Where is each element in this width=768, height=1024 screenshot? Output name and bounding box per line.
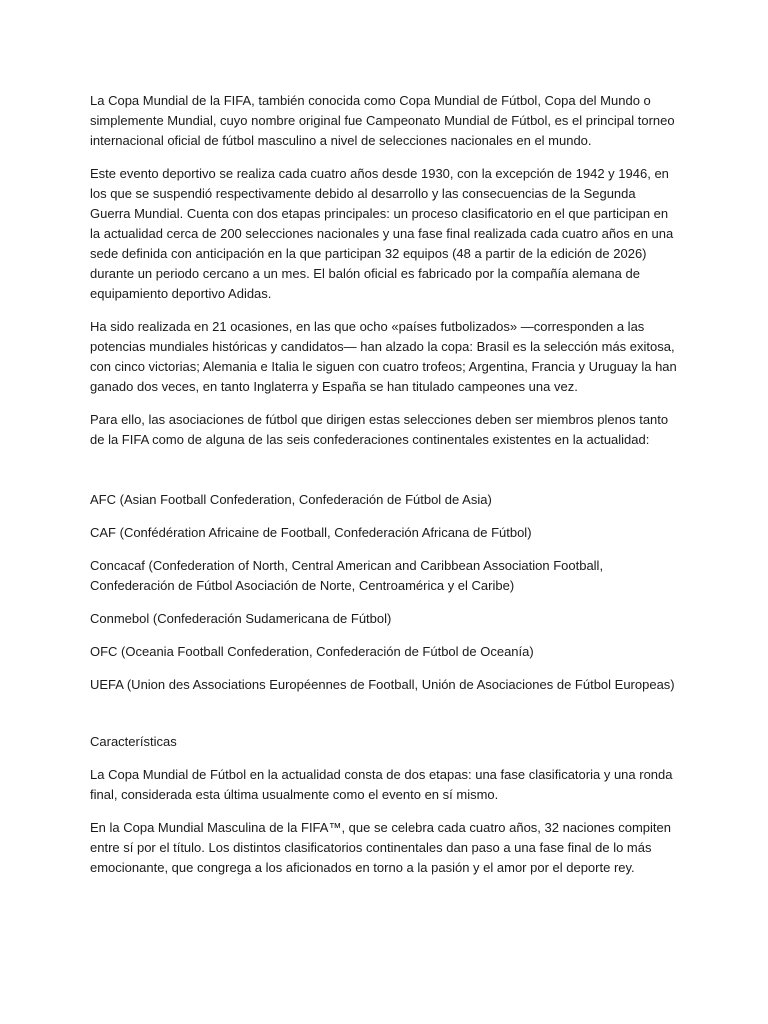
confederation-concacaf: Concacaf (Confederation of North, Central American and Caribbean Association Football, Confederación de Fútbol Asociación de Norte, Centroamérica y el Caribe) <box>90 558 604 593</box>
intro-paragraph-2: Este evento deportivo se realiza cada cuatro años desde 1930, con la excepción de 1942 y 1946, en los que se suspendió respectivamente debido al desarrollo y las consecuencias de la Segunda Guerra Mundial. Cuenta con dos etapas principales: un proceso clasificatorio en el que participan en la actualidad cerca de 200 selecciones nacionales y una fase final realizada cada cuatro años en una sede definida con anticipación en la que participan 32 equipos (48 a partir de la edición de 2026) durante un periodo cercano a un mes. El balón oficial es fabricado por la compañía alemana de equipamiento deportivo Adidas. <box>90 166 674 301</box>
section-paragraph-2: En la Copa Mundial Masculina de la FIFA™, que se celebra cada cuatro años, 32 naciones compiten entre sí por el título. Los distintos clasificatorios continentales dan paso a una fase final de lo más emocionante, que congrega a los aficionados en torno a la pasión y el amor por el deporte rey. <box>90 820 672 875</box>
confederation-ofc: OFC (Oceania Football Confederation, Confederación de Fútbol de Oceanía) <box>90 644 534 659</box>
confederation-conmebol: Conmebol (Confederación Sudamericana de Fútbol) <box>90 611 392 626</box>
intro-paragraph-1: La Copa Mundial de la FIFA, también conocida como Copa Mundial de Fútbol, Copa del Mundo o simplemente Mundial, cuyo nombre original fue Campeonato Mundial de Fútbol, es el principal torneo internacional oficial de fútbol masculino a nivel de selecciones nacionales en el mundo. <box>90 93 675 148</box>
confederation-afc: AFC (Asian Football Confederation, Confederación de Fútbol de Asia) <box>90 492 492 507</box>
section-heading: Características <box>90 734 177 749</box>
section-paragraph-1: La Copa Mundial de Fútbol en la actualidad consta de dos etapas: una fase clasificatoria y una ronda final, considerada esta última usualmente como el evento en sí mismo. <box>90 767 673 802</box>
spacer <box>90 463 678 490</box>
confederation-uefa: UEFA (Union des Associations Européennes de Football, Unión de Asociaciones de Fútbol Europeas) <box>90 677 675 692</box>
intro-paragraph-3: Ha sido realizada en 21 ocasiones, en las que ocho «países futbolizados» —corresponden a las potencias mundiales históricas y candidatos— han alzado la copa: Brasil es la selección más exitosa, con cinco victorias; Alemania e Italia le siguen con cuatro trofeos; Argentina, Francia y Uruguay la han ganado dos veces, en tanto Inglaterra y España se han titulado campeones una vez. <box>90 319 677 394</box>
confederation-caf: CAF (Confédération Africaine de Football, Confederación Africana de Fútbol) <box>90 525 532 540</box>
spacer <box>90 708 678 732</box>
intro-paragraph-4: Para ello, las asociaciones de fútbol que dirigen estas selecciones deben ser miembros plenos tanto de la FIFA como de alguna de las seis confederaciones continentales existentes en la actualidad: <box>90 412 669 447</box>
